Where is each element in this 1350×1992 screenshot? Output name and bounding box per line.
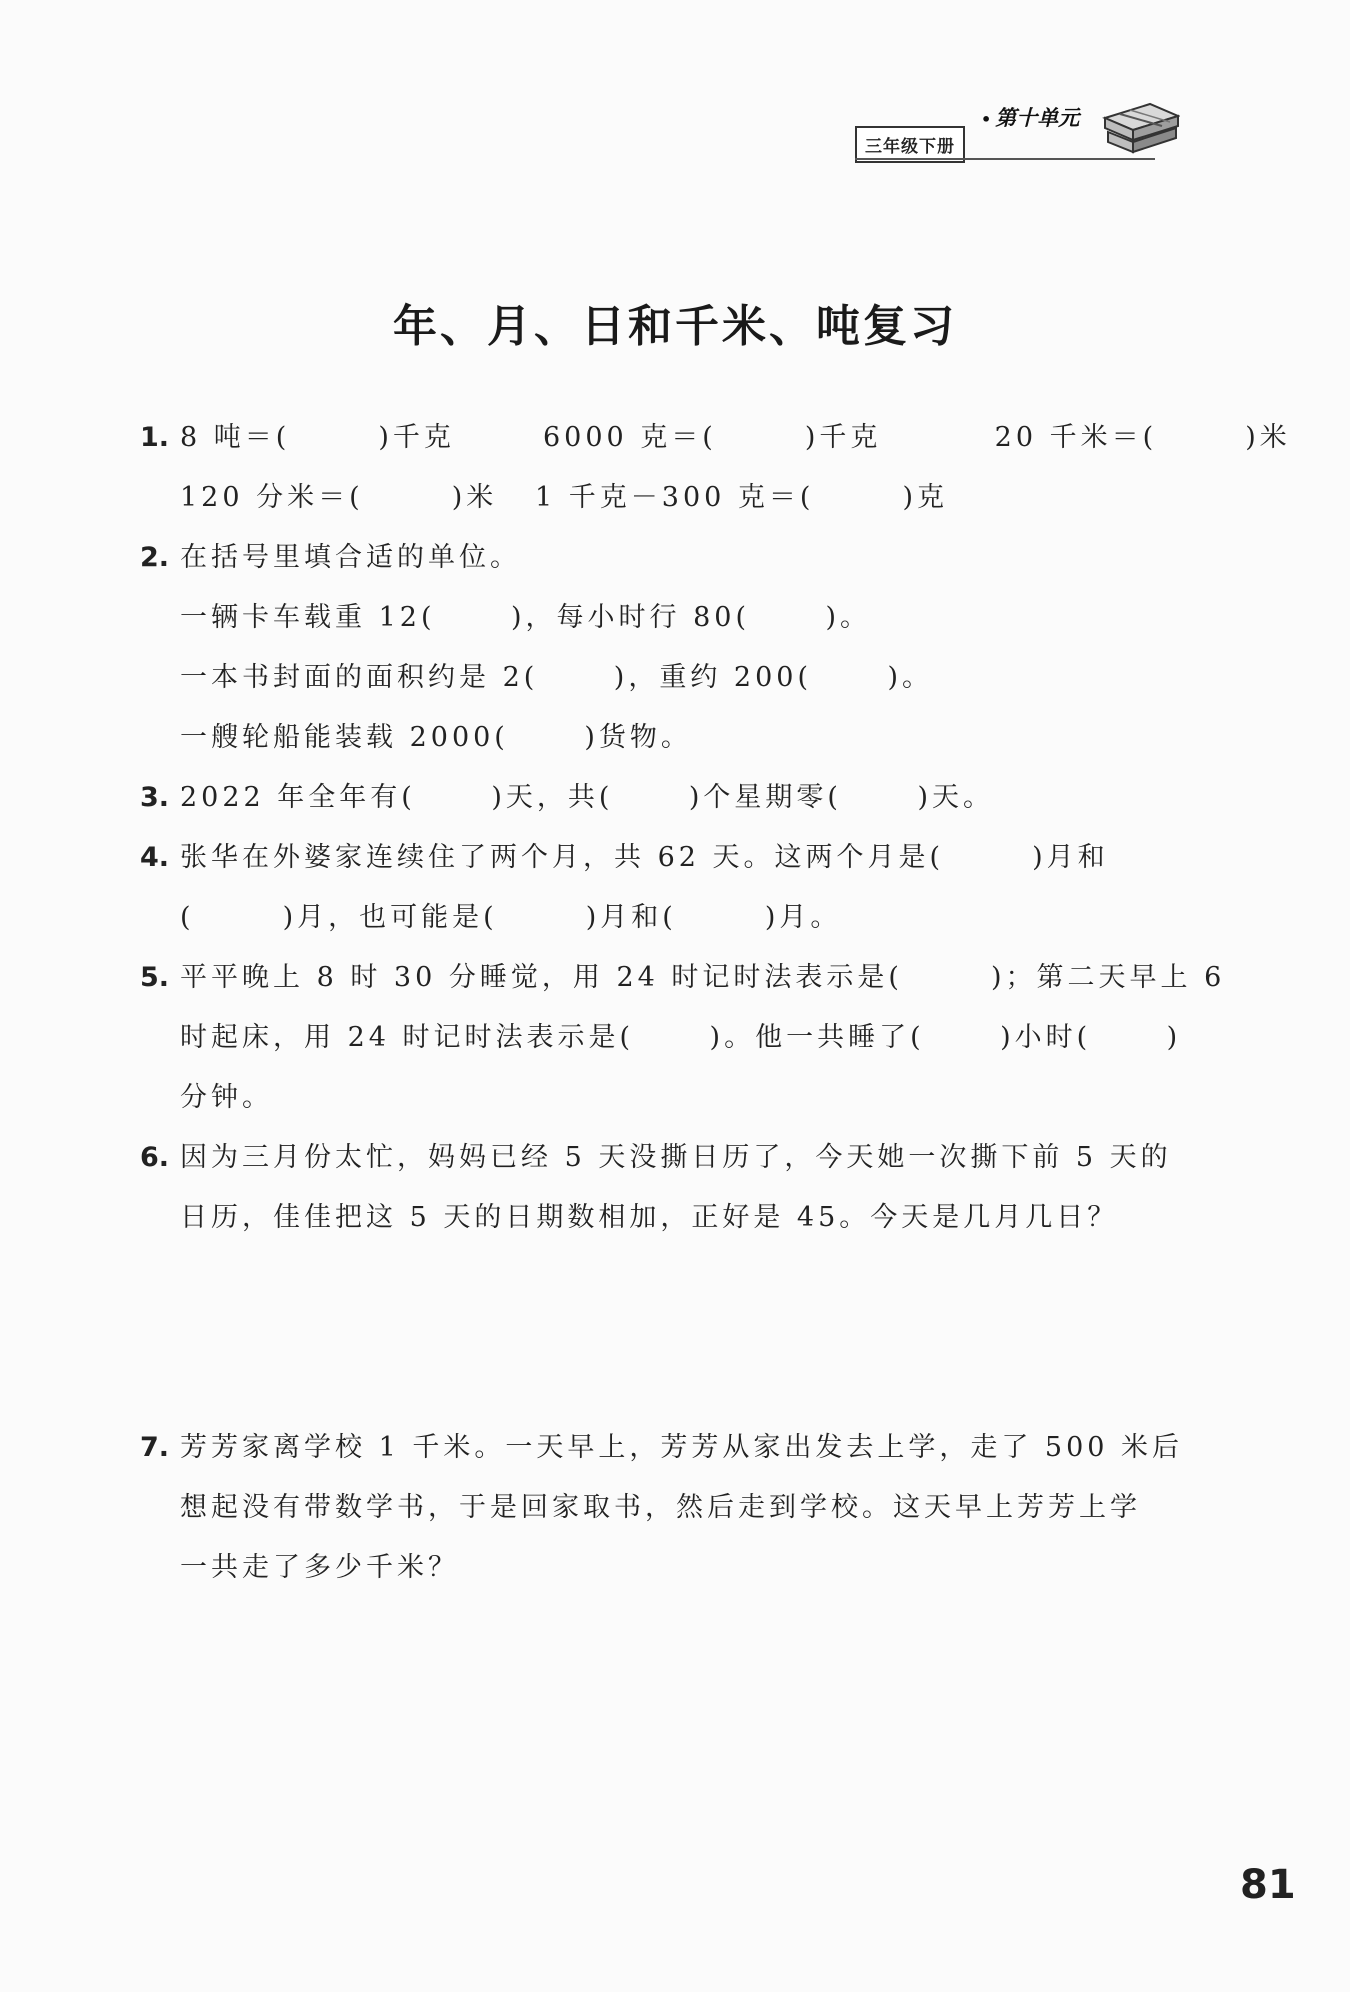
question-number: 7. (140, 1432, 170, 1463)
question-number: 5. (140, 962, 170, 993)
page-title: 年、月、日和千米、吨复习 (393, 301, 957, 352)
grade-label: 三年级下册 (855, 126, 965, 163)
question-2 (140, 528, 1200, 768)
question-line: ( )月，也可能是( )月和( )月。 (180, 902, 842, 933)
question-list (140, 408, 1291, 1598)
question-number: 3. (140, 782, 170, 813)
page-number: 81 (1240, 1862, 1296, 1908)
question-4 (140, 828, 1200, 948)
question-3 (140, 768, 1200, 828)
question-line: 在括号里填合适的单位。 (180, 542, 521, 573)
question-line: 张华在外婆家连续住了两个月，共 62 天。这两个月是( )月和 (180, 842, 1109, 873)
unit-header (855, 96, 1185, 166)
question-line: 想起没有带数学书，于是回家取书，然后走到学校。这天早上芳芳上学 (180, 1492, 1141, 1523)
question-6 (140, 1128, 1200, 1248)
question-1 (140, 408, 1291, 528)
question-number: 1. (140, 422, 170, 453)
question-number: 4. (140, 842, 170, 873)
question-number: 2. (140, 542, 170, 573)
question-line: 分钟。 (180, 1082, 273, 1113)
question-line: 一共走了多少千米？ (180, 1552, 459, 1583)
unit-label: • 第十单元 (981, 102, 1079, 132)
question-line: 一艘轮船能装载 2000( )货物。 (180, 722, 692, 753)
question-line: 平平晚上 8 时 30 分睡觉，用 24 时记时法表示是( )；第二天早上 6 (180, 962, 1226, 993)
question-line: 因为三月份太忙，妈妈已经 5 天没撕日历了，今天她一次撕下前 5 天的 (180, 1142, 1172, 1173)
header-rule (855, 158, 1155, 160)
question-number: 6. (140, 1142, 170, 1173)
question-line: 120 分米＝( )米 1 千克－300 克＝( )克 (180, 482, 949, 513)
book-stack-icon (1100, 96, 1180, 158)
question-line: 一辆卡车载重 12( )，每小时行 80( )。 (180, 602, 872, 633)
question-line: 2022 年全年有( )天，共( )个星期零( )天。 (180, 782, 994, 813)
question-5 (140, 948, 1226, 1128)
answer-space (140, 1248, 1200, 1418)
question-line: 日历，佳佳把这 5 天的日期数相加，正好是 45。今天是几月几日？ (180, 1202, 1119, 1233)
question-line: 时起床，用 24 时记时法表示是( )。他一共睡了( )小时( ) (180, 1022, 1182, 1053)
question-7 (140, 1418, 1200, 1598)
question-line: 8 吨＝( )千克 6000 克＝( )千克 20 千米＝( )米 (180, 422, 1291, 453)
question-line: 芳芳家离学校 1 千米。一天早上，芳芳从家出发去上学，走了 500 米后 (180, 1432, 1184, 1463)
question-line: 一本书封面的面积约是 2( )，重约 200( )。 (180, 662, 934, 693)
